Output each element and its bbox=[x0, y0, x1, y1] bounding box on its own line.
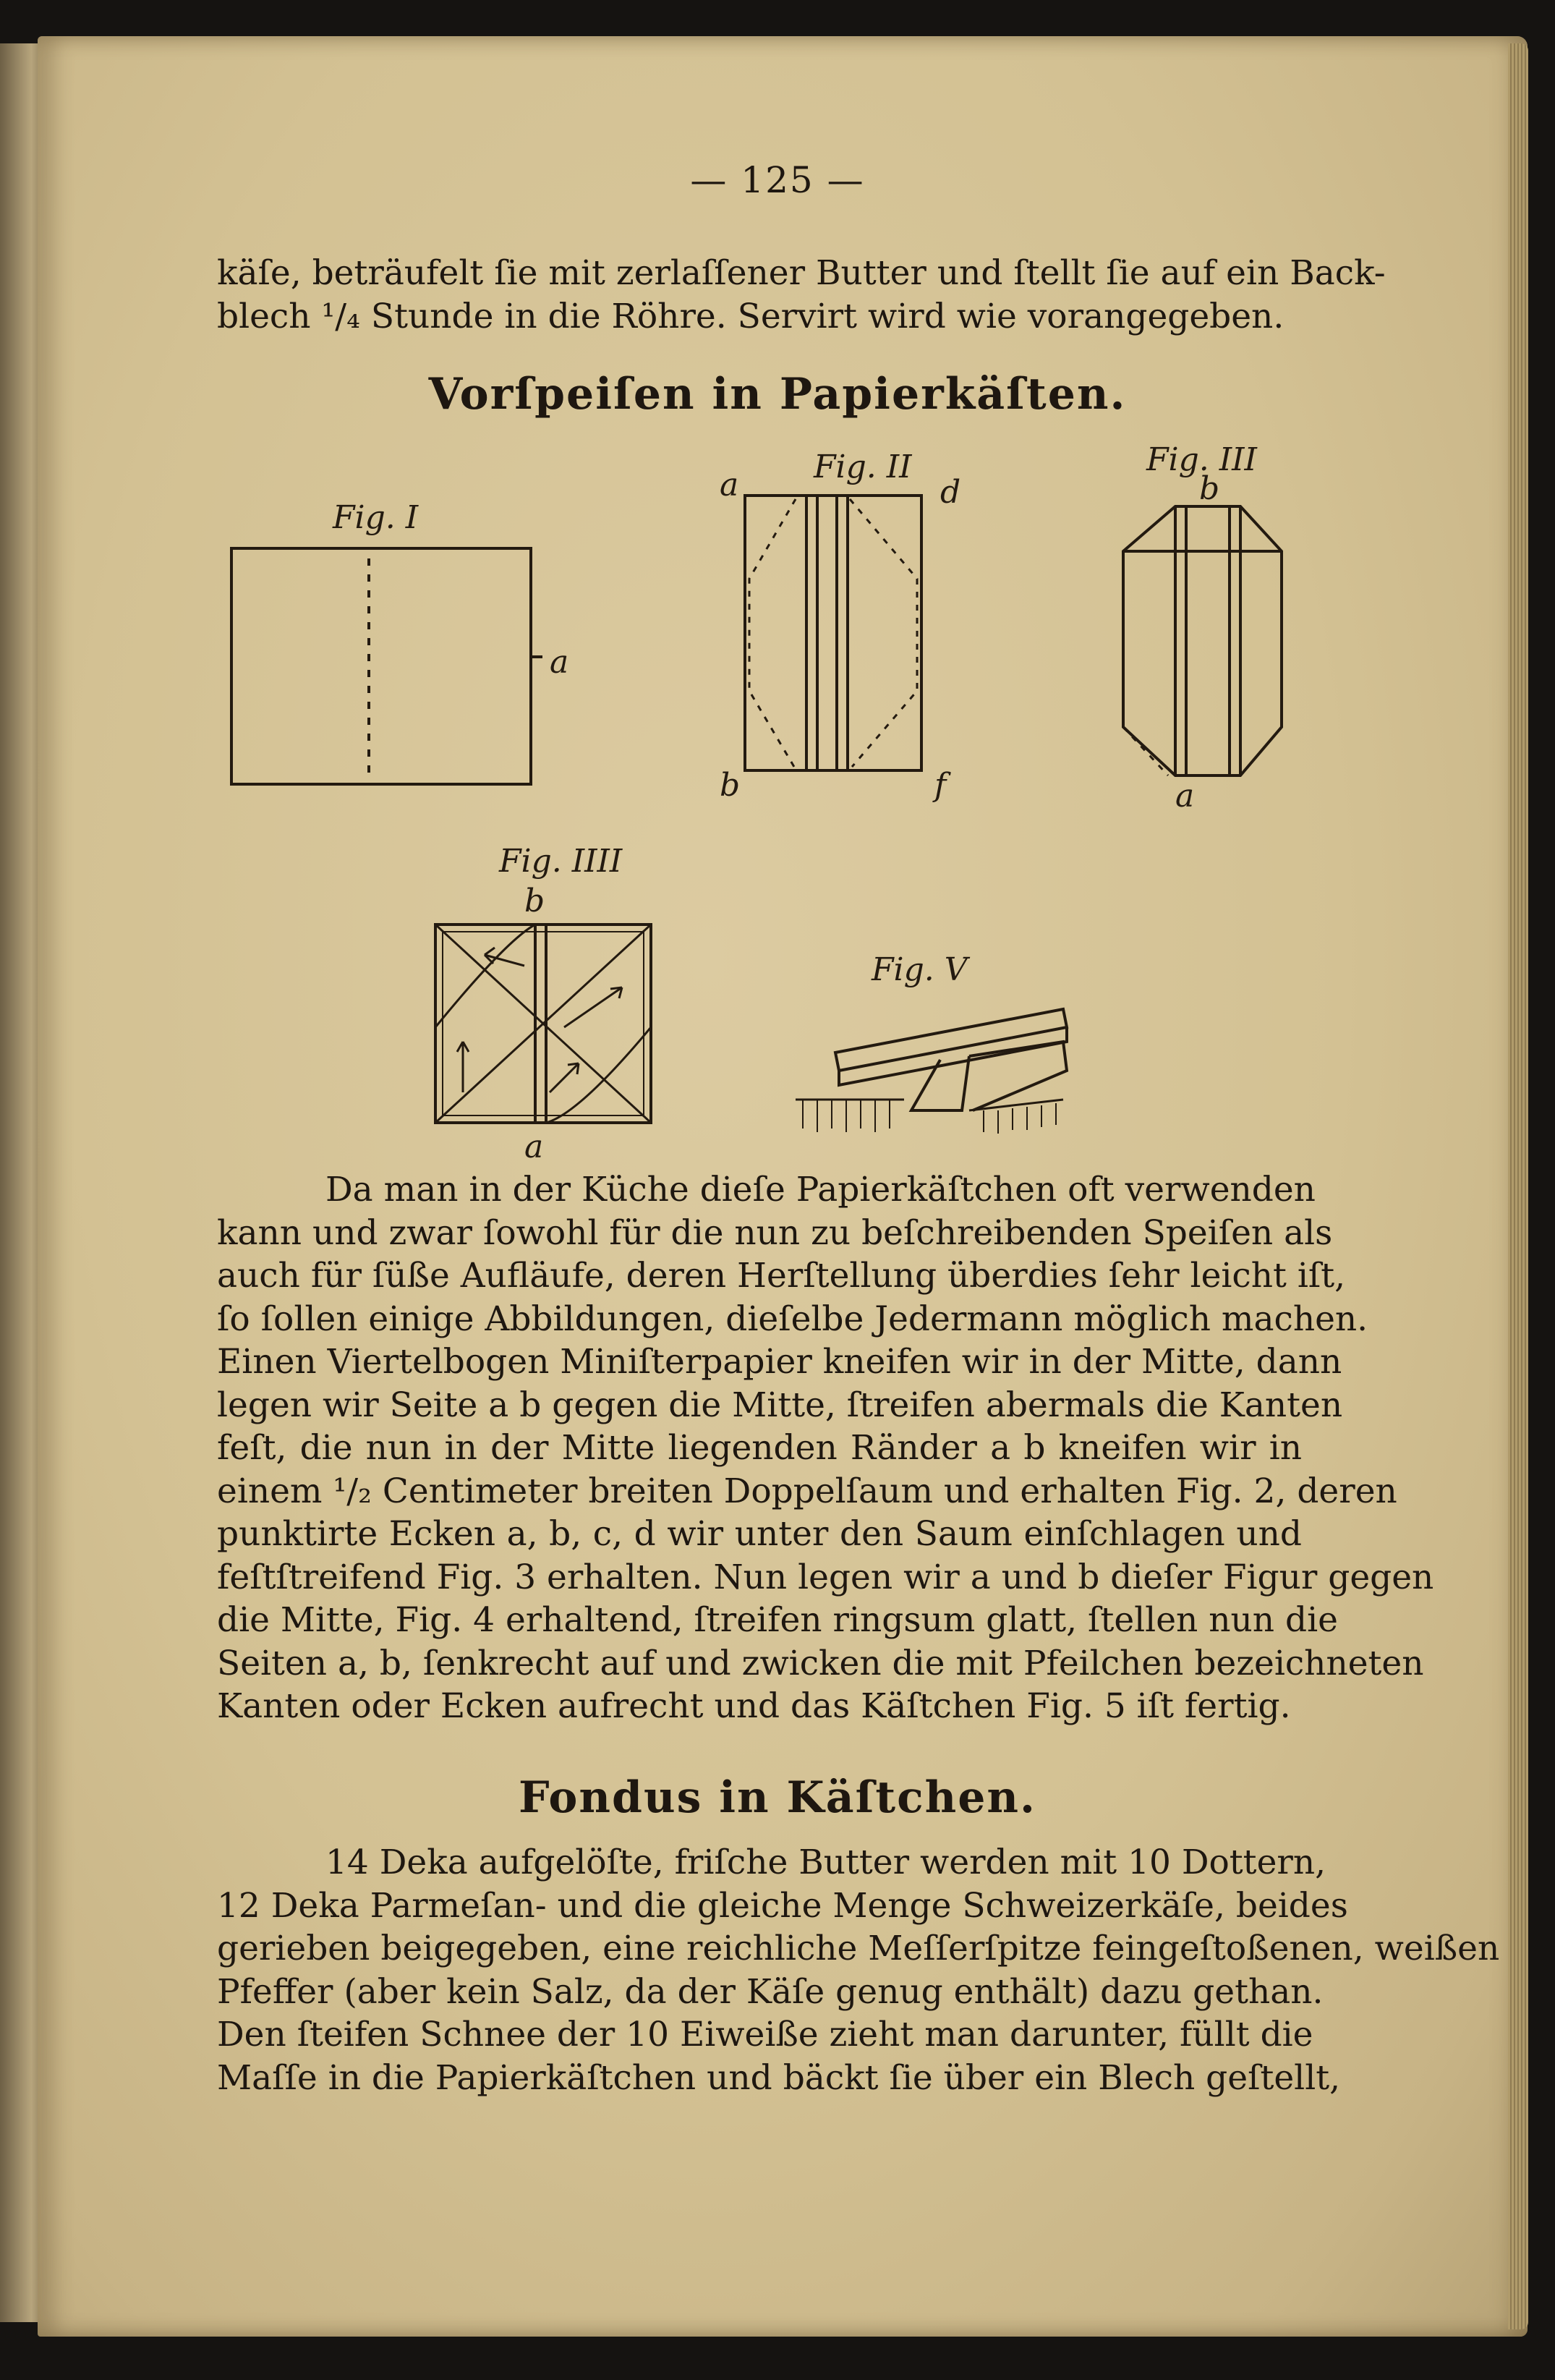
text-line: einem ¹/₂ Centimeter breiten Doppelſaum und erhalten Fig. 2, deren bbox=[217, 1471, 1397, 1511]
text-line: gerieben beigegeben, eine reichliche Meſſerſpitze feingeſtoßenen, weißen bbox=[217, 1929, 1500, 1968]
text-line: feſtſtreifend Fig. 3 erhalten. Nun legen wir a und b dieſer Figur gegen bbox=[217, 1557, 1434, 1597]
section-title-vorspeisen: Vorſpeiſen in Papierkäſten. bbox=[428, 369, 1127, 420]
figure-5-caption: Fig. V bbox=[872, 951, 968, 988]
text-line: feſt, die nun in der Mitte liegenden Ränder a b kneifen wir in bbox=[217, 1428, 1302, 1468]
figure-label: a bbox=[524, 1129, 544, 1165]
text-line: 14 Deka aufgelöſte, friſche Butter werden mit 10 Dottern, bbox=[325, 1843, 1326, 1882]
figure-label: b bbox=[720, 767, 741, 804]
text-line: blech ¹/₄ Stunde in die Röhre. Servirt wird wie vorangegeben. bbox=[217, 296, 1285, 336]
figure-label: b bbox=[1199, 470, 1220, 507]
figure-3 bbox=[1123, 506, 1282, 775]
paragraph-papierkaestchen bbox=[217, 1168, 1434, 1728]
figure-label: b bbox=[524, 883, 545, 919]
text-line: Einen Viertelbogen Miniſterpapier kneifen wir in der Mitte, dann bbox=[217, 1342, 1342, 1382]
section-title-fondus: Fondus in Käſtchen. bbox=[519, 1772, 1036, 1823]
figure-label: f bbox=[934, 767, 947, 804]
text-line: punktirte Ecken a, b, c, d wir unter den Saum einſchlagen und bbox=[217, 1514, 1302, 1554]
figure-1-caption: Fig. I bbox=[333, 499, 419, 536]
figure-label: a bbox=[550, 644, 569, 681]
figure-1 bbox=[231, 548, 542, 784]
figure-4-caption: Fig. IIII bbox=[499, 843, 623, 880]
text-line: Da man in der Küche dieſe Papierkäſtchen oft verwenden bbox=[325, 1170, 1316, 1210]
figure-label: a bbox=[1175, 778, 1195, 815]
text-line: Seiten a, b, ſenkrecht auf und zwicken die mit Pfeilchen bezeichneten bbox=[217, 1643, 1424, 1683]
text-line: 12 Deka Parmeſan- und die gleiche Menge Schweizerkäſe, beides bbox=[217, 1885, 1348, 1926]
page-number: — 125 — bbox=[690, 159, 865, 201]
text-line: kann und zwar ſowohl für die nun zu beſchreibenden Speiſen als bbox=[217, 1212, 1333, 1253]
text-line: die Mitte, Fig. 4 erhaltend, ſtreifen ringsum glatt, ſtellen nun die bbox=[217, 1600, 1338, 1640]
text-line: auch für ſüße Aufläufe, deren Herſtellung überdies ſehr leicht iſt, bbox=[217, 1256, 1346, 1296]
figure-2-caption: Fig. II bbox=[814, 449, 912, 485]
text-line: Den ſteifen Schnee der 10 Eiweiße zieht man darunter, füllt die bbox=[217, 2015, 1313, 2054]
figure-3-caption: Fig. III bbox=[1146, 441, 1257, 478]
text-line: Kanten oder Ecken aufrecht und das Käſtchen Fig. 5 iſt fertig. bbox=[217, 1686, 1291, 1726]
text-line: käſe, beträufelt ſie mit zerlaſſener Butter und ſtellt ſie auf ein Back- bbox=[217, 253, 1386, 293]
figure-2 bbox=[745, 496, 921, 770]
figure-5 bbox=[796, 1009, 1067, 1134]
text-line: Maſſe in die Papierkäſtchen und bäckt ſie über ein Blech geſtellt, bbox=[217, 2057, 1341, 2098]
figure-4 bbox=[435, 925, 651, 1123]
figure-label: d bbox=[940, 474, 961, 511]
text-line: Pfeffer (aber kein Salz, da der Käſe genug enthält) dazu gethan. bbox=[217, 1971, 1324, 2012]
figure-label: a bbox=[720, 467, 739, 503]
text-line: ſo ſollen einige Abbildungen, dieſelbe Jedermann möglich machen. bbox=[217, 1299, 1368, 1339]
paragraph-fondus bbox=[217, 1841, 1500, 2099]
text-line: legen wir Seite a b gegen die Mitte, ſtreifen abermals die Kanten bbox=[217, 1385, 1343, 1425]
